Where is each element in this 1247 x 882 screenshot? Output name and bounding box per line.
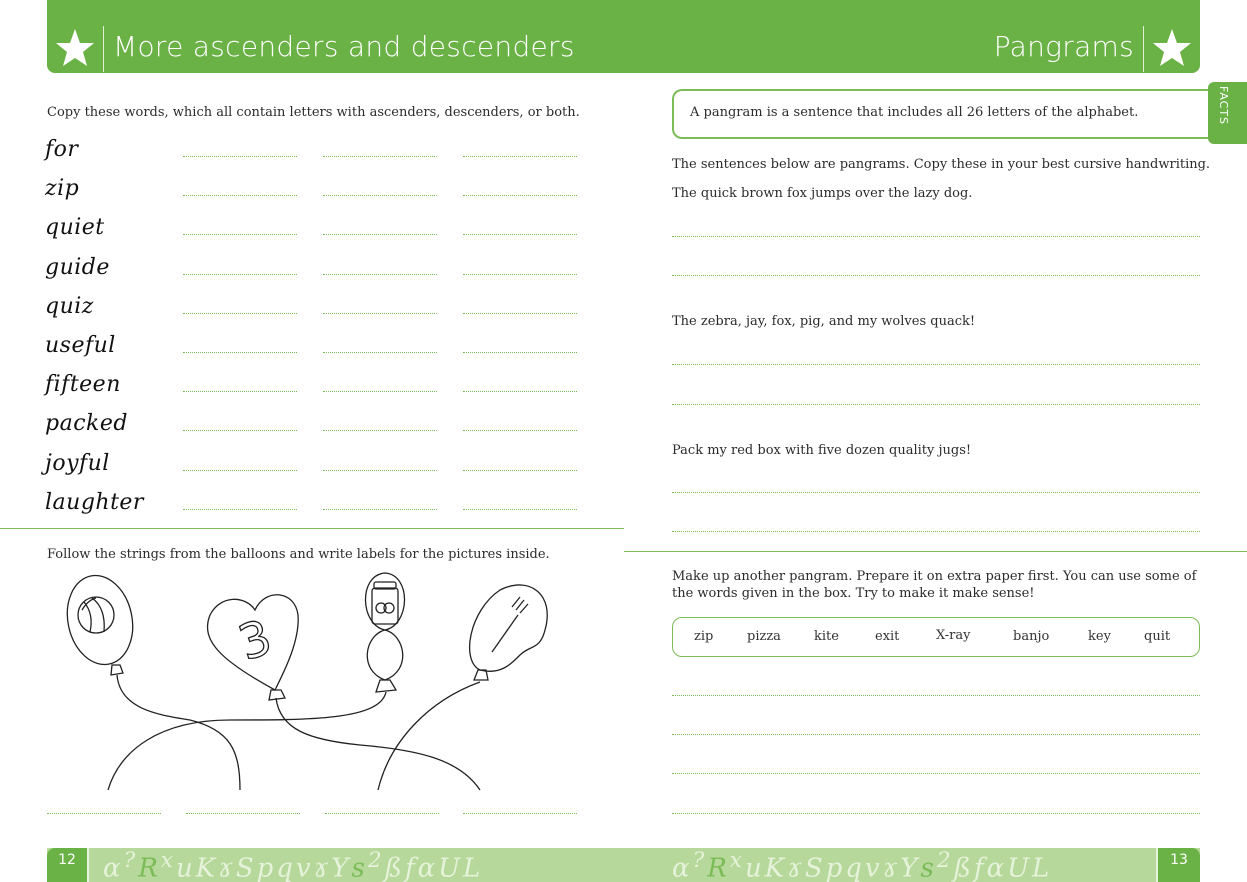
write-line[interactable]: [323, 234, 437, 235]
section-divider: [624, 551, 1247, 552]
label-write-line[interactable]: [47, 813, 161, 814]
facts-tab: [1208, 82, 1247, 144]
page-title: Pangrams: [993, 30, 1134, 63]
section-divider: [0, 528, 624, 529]
instruction-make-pangram-2: the words given in the box. Try to make it make sense!: [672, 586, 1035, 601]
write-line[interactable]: [672, 236, 1200, 237]
cursive-word: packed: [45, 411, 128, 437]
word-bank-item: key: [1088, 629, 1111, 644]
write-line[interactable]: [672, 734, 1200, 735]
write-line[interactable]: [323, 352, 437, 353]
write-line[interactable]: [463, 430, 577, 431]
decorative-letters: $ɑ^?R^xuKɤSpqvɤYs^2ßfɑUL$: [103, 848, 484, 882]
instruction-balloons: Follow the strings from the balloons and write labels for the pictures inside.: [47, 547, 550, 562]
write-line[interactable]: [672, 275, 1200, 276]
facts-tab-label: FACTS: [1217, 86, 1230, 126]
write-line[interactable]: [323, 391, 437, 392]
instruction-pangrams: The sentences below are pangrams. Copy these in your best cursive handwriting.: [672, 157, 1211, 172]
write-line[interactable]: [463, 313, 577, 314]
write-line[interactable]: [672, 364, 1200, 365]
write-line[interactable]: [183, 156, 297, 157]
label-write-line[interactable]: [325, 813, 439, 814]
pangram-2: The zebra, jay, fox, pig, and my wolves quack!: [672, 314, 976, 329]
write-line[interactable]: [672, 531, 1200, 532]
write-line[interactable]: [463, 509, 577, 510]
write-line[interactable]: [672, 695, 1200, 696]
cursive-word: zip: [45, 176, 80, 202]
balloon-jar-icon: [365, 573, 404, 692]
pangram-1: The quick brown fox jumps over the lazy dog.: [672, 186, 973, 201]
right-page-header: [624, 0, 1200, 73]
page-number: 13: [1158, 848, 1200, 882]
write-line[interactable]: [672, 404, 1200, 405]
cursive-word: useful: [45, 333, 116, 358]
write-line[interactable]: [183, 313, 297, 314]
instruction-make-pangram: Make up another pangram. Prepare it on extra paper first. You can use some of: [672, 569, 1197, 584]
write-line[interactable]: [672, 813, 1200, 814]
balloon-heart-icon: [208, 595, 299, 700]
write-line[interactable]: [183, 195, 297, 196]
right-footer: [624, 848, 1200, 882]
write-line[interactable]: [183, 470, 297, 471]
page-number: 12: [47, 848, 87, 882]
write-line[interactable]: [463, 274, 577, 275]
write-line[interactable]: [463, 156, 577, 157]
left-page-header: [47, 0, 624, 73]
word-bank-item: zip: [694, 629, 714, 644]
page-title: More ascenders and descenders: [113, 30, 575, 63]
decorative-letters: $ɑ^?R^xuKɤSpqvɤYs^2ßfɑUL$: [672, 848, 1053, 882]
header-divider: [103, 26, 104, 72]
word-bank-item: kite: [814, 629, 839, 644]
write-line[interactable]: [323, 470, 437, 471]
write-line[interactable]: [463, 234, 577, 235]
word-bank-item: pizza: [747, 629, 781, 644]
write-line[interactable]: [463, 352, 577, 353]
word-bank-item: quit: [1144, 629, 1171, 644]
header-divider: [1143, 26, 1144, 72]
write-line[interactable]: [323, 313, 437, 314]
write-line[interactable]: [183, 352, 297, 353]
word-bank-item: banjo: [1013, 629, 1050, 644]
cursive-word: quiet: [45, 215, 105, 241]
fact-text: A pangram is a sentence that includes all 26 letters of the alphabet.: [690, 105, 1139, 120]
cursive-word: guide: [45, 254, 110, 280]
cursive-word: quiz: [45, 293, 94, 319]
write-line[interactable]: [323, 195, 437, 196]
balloon-ball-icon: [60, 570, 141, 675]
write-line[interactable]: [463, 195, 577, 196]
write-line[interactable]: [183, 274, 297, 275]
cursive-word: joyful: [45, 450, 110, 476]
pangram-3: Pack my red box with five dozen quality jugs!: [672, 443, 972, 458]
balloons-illustration: [60, 570, 560, 800]
label-write-line[interactable]: [186, 813, 300, 814]
footer-divider: [87, 848, 89, 882]
star-icon: [1152, 28, 1192, 68]
word-bank-box: [672, 617, 1200, 657]
write-line[interactable]: [672, 492, 1200, 493]
star-icon: [55, 28, 95, 68]
facts-box: [672, 89, 1209, 139]
word-bank-item: exit: [875, 629, 900, 644]
write-line[interactable]: [183, 430, 297, 431]
write-line[interactable]: [183, 391, 297, 392]
write-line[interactable]: [183, 509, 297, 510]
label-write-line[interactable]: [463, 813, 577, 814]
write-line[interactable]: [463, 391, 577, 392]
left-footer: [47, 848, 624, 882]
write-line[interactable]: [323, 156, 437, 157]
instruction-copy-words: Copy these words, which all contain letters with ascenders, descenders, or both.: [47, 105, 580, 120]
cursive-word: fifteen: [45, 372, 121, 398]
write-line[interactable]: [183, 234, 297, 235]
write-line[interactable]: [672, 773, 1200, 774]
svg-text:3: 3: [232, 609, 279, 672]
write-line[interactable]: [323, 274, 437, 275]
write-line[interactable]: [323, 509, 437, 510]
write-line[interactable]: [463, 470, 577, 471]
balloon-fork-icon: [470, 585, 548, 680]
cursive-word: for: [45, 137, 79, 162]
word-bank-item: X-ray: [936, 628, 971, 643]
write-line[interactable]: [323, 430, 437, 431]
cursive-word: laughter: [45, 489, 144, 515]
